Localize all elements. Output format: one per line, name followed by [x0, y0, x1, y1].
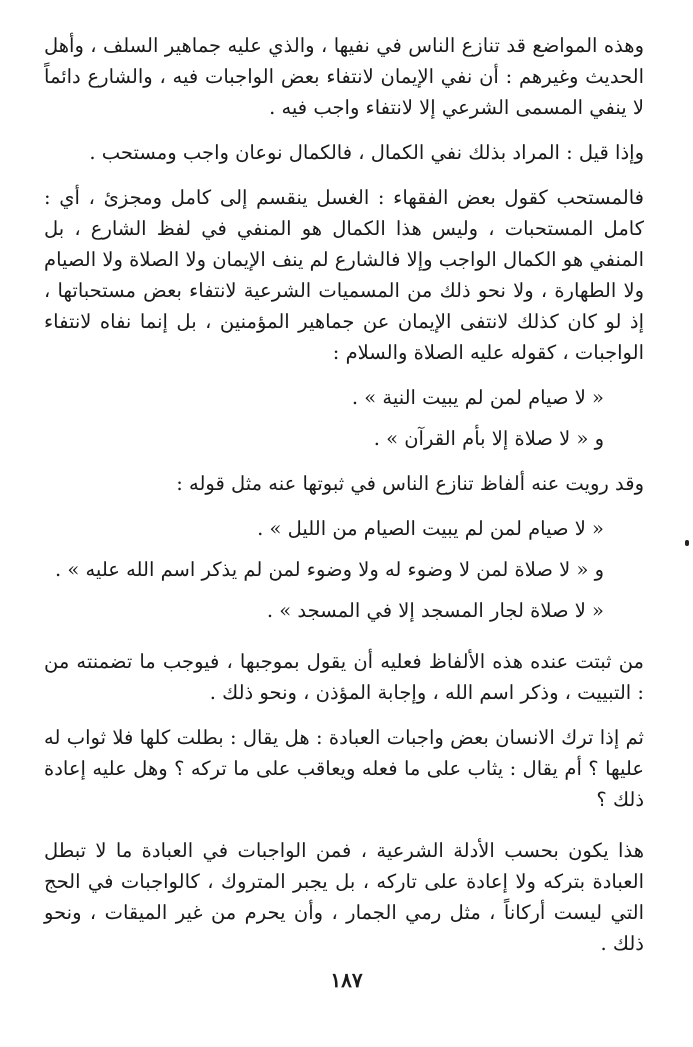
paragraph-5: من ثبتت عنده هذه الألفاظ فعليه أن يقول بموجبها ، فيوجب ما تضمنته من : التبييت ، وذكر اسم الله ، وإجابة المؤذن ، ونحو ذلك .: [44, 650, 644, 704]
margin-dot: [685, 540, 689, 546]
page-number: ١٨٧: [330, 968, 363, 992]
paragraph-4: وقد رويت عنه ألفاظ تنازع الناس في ثبوتها عنه مثل قوله :: [176, 472, 644, 495]
page-body: [44, 30, 644, 959]
hadith-quote-5: « لا صلاة لجار المسجد إلا في المسجد » .: [266, 599, 604, 622]
paragraph-3: فالمستحب كقول بعض الفقهاء : الغسل ينقسم إلى كامل ومجزئ ، أي : كامل المستحبات ، وليس هذا الكمال هو المنفي في لفظ الشارع ، بل المنفي هو الكمال الواجب وإلا فالشارع لم ينف الإيمان ولا الصلاة ولا الصيام ولا الطهارة ، ولا نحو ذلك من المسميات الشرعية لانتفاء بعض مستحباتها ، إذ لو كان كذلك لانتفى الإيمان عن جماهير المؤمنين ، بل إنما نفاه لانتفاء الواجبات ، كقوله عليه الصلاة والسلام :: [44, 186, 644, 364]
hadith-quote-3: « لا صيام لمن لم يبيت الصيام من الليل » .: [257, 517, 604, 540]
paragraph-7: هذا يكون بحسب الأدلة الشرعية ، فمن الواجبات في العبادة ما لا تبطل العبادة بتركه ولا إعادة على تاركه ، بل يجبر المتروك ، كالواجبات في الحج التي ليست أركاناً ، مثل رمي الجمار ، وأن يحرم من غير الميقات ، ونحو ذلك .: [44, 839, 644, 955]
paragraph-2: وإذا قيل : المراد بذلك نفي الكمال ، فالكمال نوعان واجب ومستحب .: [89, 141, 644, 164]
paragraph-6: ثم إذا ترك الانسان بعض واجبات العبادة : هل يقال : بطلت كلها فلا ثواب له عليها ؟ أم يقال : يثاب على ما فعله ويعاقب على ما تركه ؟ وهل عليه إعادة ذلك ؟: [44, 726, 644, 811]
hadith-quote-1: « لا صيام لمن لم يبيت النية » .: [351, 386, 604, 409]
hadith-quote-2: و « لا صلاة إلا بأم القرآن » .: [373, 427, 604, 450]
hadith-quote-4: و « لا صلاة لمن لا وضوء له ولا وضوء لمن لم يذكر اسم الله عليه » .: [54, 558, 604, 581]
paragraph-1: وهذه المواضع قد تنازع الناس في نفيها ، والذي عليه جماهير السلف ، وأهل الحديث وغيرهم : أن نفي الإيمان لانتفاء بعض الواجبات فيه ، والشارع دائماً لا ينفي المسمى الشرعي إلا لانتفاء واجب فيه .: [44, 34, 644, 119]
